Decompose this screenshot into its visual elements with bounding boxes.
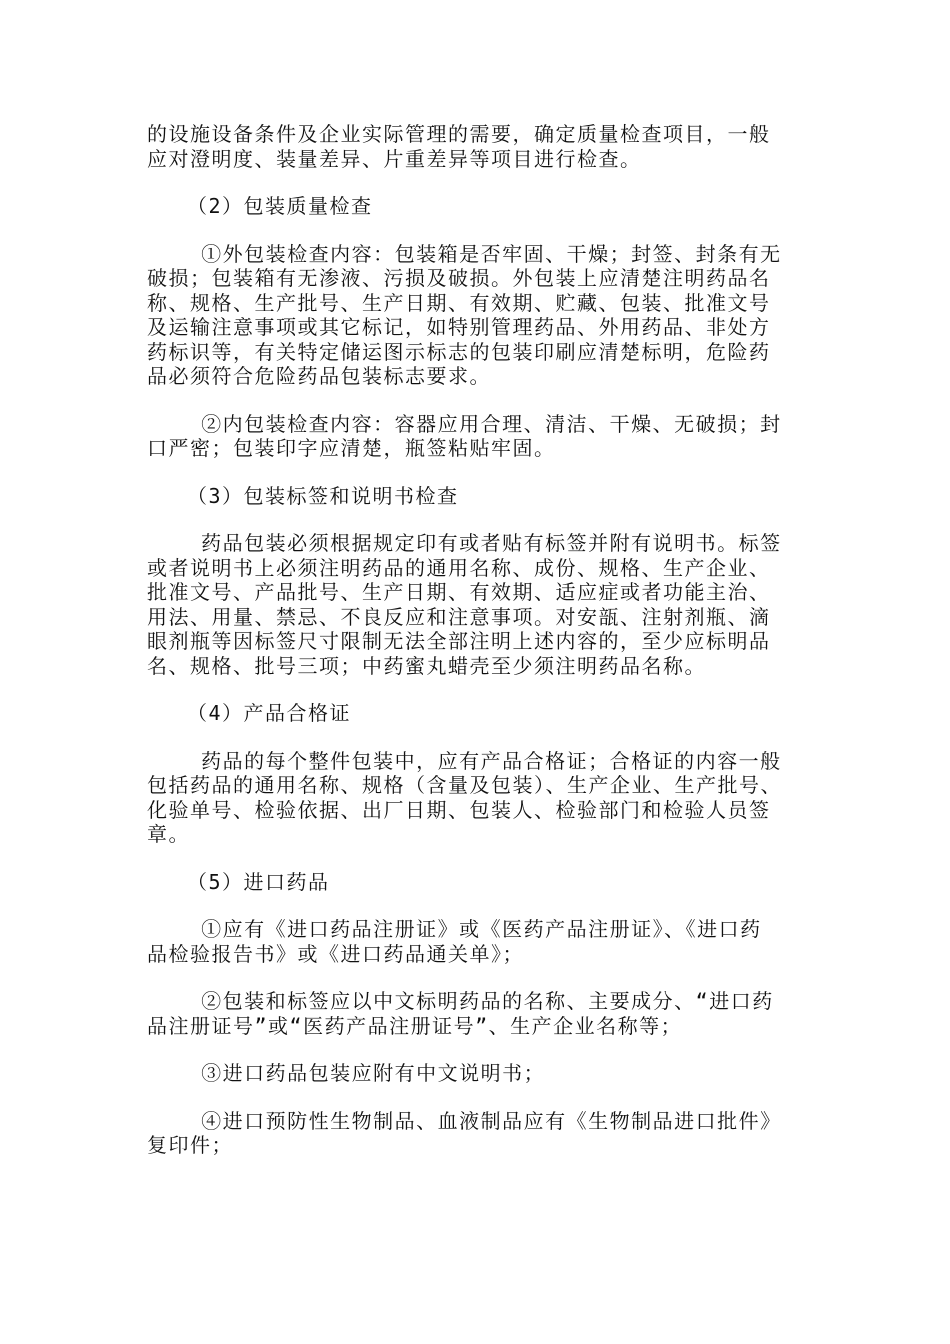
paragraph-line: ③进口药品包装应附有中文说明书； bbox=[147, 1061, 546, 1085]
paragraph-line: 或者说明书上必须注明药品的通用名称、成份、规格、生产企业、 bbox=[147, 555, 771, 580]
document-page bbox=[147, 122, 807, 1181]
paragraph-line: 眼剂瓶等因标签尺寸限制无法全部注明上述内容的，至少应标明品 bbox=[147, 629, 771, 653]
paragraph-line: 及运输注意事项或其它标记，如特别管理药品、外用药品、非处方 bbox=[147, 315, 771, 339]
body-paragraph bbox=[147, 122, 807, 171]
paragraph-line: 的设施设备条件及企业实际管理的需要，确定质量检查项目，一般 bbox=[147, 122, 771, 146]
paragraph-line: ②包装和标签应以中文标明药品的名称、主要成分、“进口药 bbox=[147, 989, 774, 1013]
body-paragraph bbox=[147, 749, 807, 847]
section-heading: （2）包装质量检查 bbox=[187, 194, 373, 218]
paragraph-line: 药品的每个整件包装中，应有产品合格证；合格证的内容一般 bbox=[147, 748, 782, 773]
paragraph-line: 品注册证号”或“医药产品注册证号”、生产企业名称等； bbox=[147, 1013, 683, 1038]
body-paragraph bbox=[147, 242, 807, 389]
section-heading: （5）进口药品 bbox=[187, 869, 330, 894]
body-paragraph bbox=[147, 412, 807, 461]
paragraph-line: 批准文号、产品批号、生产日期、有效期、适应症或者功能主治、 bbox=[147, 580, 771, 604]
paragraph-line: 包括药品的通用名称、规格（含量及包装）、生产企业、生产批号、 bbox=[147, 773, 782, 797]
paragraph-line: 口严密；包装印字应清楚，瓶签粘贴牢固。 bbox=[147, 436, 556, 460]
body-paragraph bbox=[147, 531, 807, 678]
paragraph-line: 应对澄明度、装量差异、片重差异等项目进行检查。 bbox=[147, 146, 642, 171]
body-paragraph bbox=[147, 1061, 807, 1086]
body-paragraph bbox=[147, 1109, 807, 1158]
paragraph-line: 品必须符合危险药品包装标志要求。 bbox=[147, 364, 491, 388]
paragraph-line: 破损；包装箱有无渗液、污损及破损。外包装上应清楚注明药品名 bbox=[147, 266, 771, 290]
paragraph-line: 用法、用量、禁忌、不良反应和注意事项。对安瓿、注射剂瓶、滴 bbox=[147, 604, 771, 629]
paragraph-line: 化验单号、检验依据、出厂日期、包装人、检验部门和检验人员签 bbox=[147, 797, 771, 822]
paragraph-line: 药品包装必须根据规定印有或者贴有标签并附有说明书。标签 bbox=[147, 531, 782, 555]
body-paragraph bbox=[147, 917, 807, 966]
paragraph-line: 药标识等，有关特定储运图示标志的包装印刷应清楚标明，危险药 bbox=[147, 339, 771, 364]
paragraph-line: ②内包装检查内容：容器应用合理、清洁、干燥、无破损；封 bbox=[147, 411, 782, 436]
paragraph-line: 复印件； bbox=[147, 1133, 233, 1157]
paragraph-line: 名、规格、批号三项；中药蜜丸蜡壳至少须注明药品名称。 bbox=[147, 653, 706, 678]
paragraph-line: ④进口预防性生物制品、血液制品应有《生物制品进口批件》 bbox=[147, 1108, 782, 1133]
paragraph-line: ①应有《进口药品注册证》或《医药产品注册证》、《进口药 bbox=[147, 917, 762, 941]
body-paragraph bbox=[147, 989, 807, 1038]
section-heading: （3）包装标签和说明书检查 bbox=[187, 483, 459, 508]
paragraph-line: 品检验报告书》或《进口药品通关单》； bbox=[147, 941, 524, 966]
paragraph-line: ①外包装检查内容：包装箱是否牢固、干燥；封签、封条有无 bbox=[147, 241, 782, 266]
paragraph-line: 称、规格、生产批号、生产日期、有效期、贮藏、包装、批准文号 bbox=[147, 290, 771, 315]
paragraph-line: 章。 bbox=[147, 822, 190, 846]
section-heading: （4）产品合格证 bbox=[187, 701, 352, 725]
